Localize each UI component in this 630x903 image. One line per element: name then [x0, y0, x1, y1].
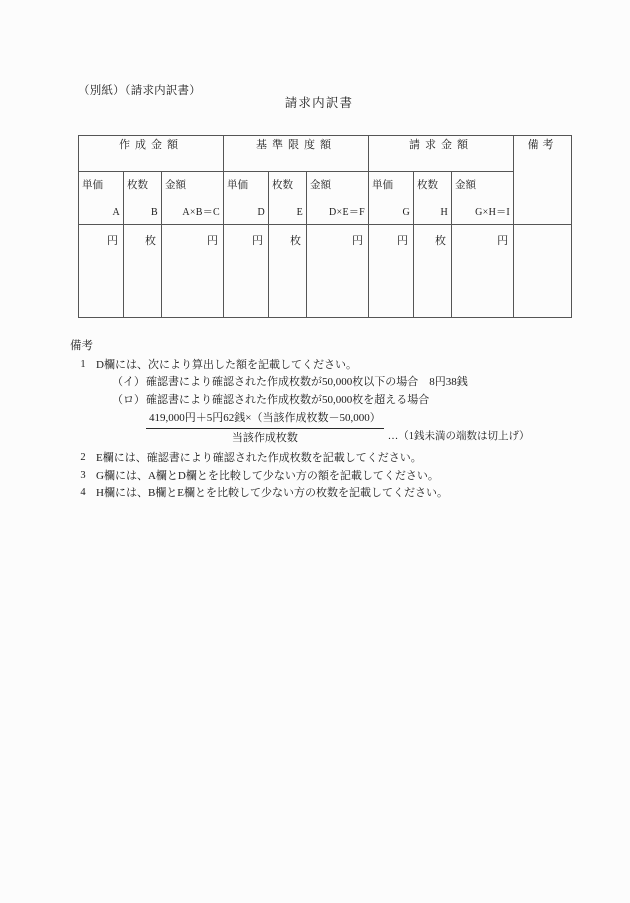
subheader-label: 単価: [82, 180, 103, 191]
notes-tail-group: [70, 450, 590, 502]
entry-unit-label: 枚: [145, 235, 156, 247]
entry-field-h[interactable]: [414, 225, 452, 318]
note-subitem-ro: [112, 392, 590, 409]
table-subheader-row: [79, 172, 572, 225]
note-number: 4: [80, 487, 86, 499]
note-item-1: [70, 357, 590, 374]
subitem-marker: （ロ）: [112, 393, 145, 406]
note-item-4: [70, 485, 590, 502]
entry-unit-label: 円: [107, 235, 118, 247]
subheader-code: A: [112, 207, 120, 218]
group-header-standard-limit: 基準限度額: [224, 136, 369, 172]
table-group-header-row: [79, 136, 572, 172]
note-number: 1: [80, 358, 86, 370]
subheader-label: 単価: [227, 180, 249, 191]
page-title: 請求内訳書: [284, 96, 354, 110]
subheader-label: 金額: [310, 180, 332, 191]
formula-numerator: 419,000円＋5円62銭×（当該作成枚数－50,000）: [146, 410, 384, 429]
entry-unit-label: 円: [497, 235, 509, 247]
subheader-sheets-b: [124, 172, 162, 225]
note-item-2: [70, 450, 590, 467]
note-number: 3: [80, 469, 86, 481]
subheader-code: H: [440, 207, 449, 218]
entry-unit-label: 円: [252, 235, 264, 247]
entry-field-b[interactable]: [124, 225, 162, 318]
group-header-creation-amount: 作成金額: [79, 136, 224, 172]
note-text: D欄には、次により算出した額を記載してください。: [96, 358, 357, 371]
table-entry-row: [79, 225, 572, 318]
subheader-code: B: [151, 207, 158, 218]
entry-unit-label: 枚: [290, 235, 302, 247]
entry-field-e[interactable]: [269, 225, 307, 318]
entry-unit-label: 枚: [435, 235, 447, 247]
subheader-amount-f: [307, 172, 369, 225]
subheader-unit-price-g: [369, 172, 414, 225]
subheader-code: E: [296, 207, 304, 218]
entry-unit-label: 円: [352, 235, 364, 247]
subheader-sheets-e: [269, 172, 307, 225]
subheader-code: G×H＝I: [475, 207, 511, 218]
subheader-amount-c: [162, 172, 224, 225]
subheader-label: 枚数: [127, 180, 148, 191]
entry-field-i[interactable]: [452, 225, 514, 318]
rate-formula: [146, 410, 590, 447]
subheader-label: 枚数: [272, 180, 294, 191]
note-text: E欄には、確認書により確認された作成枚数を記載してください。: [96, 452, 422, 465]
notes-title: 備考: [70, 340, 93, 352]
note-text: G欄には、A欄とD欄とを比較して少ない方の額を記載してください。: [96, 469, 439, 482]
subitem-marker: （イ）: [112, 376, 145, 389]
subheader-amount-i: [452, 172, 514, 225]
note-number: 2: [80, 452, 86, 464]
subheader-sheets-h: [414, 172, 452, 225]
entry-field-c[interactable]: [162, 225, 224, 318]
document-subtitle: （別紙）（請求内訳書）: [78, 85, 201, 97]
note-text: H欄には、B欄とE欄とを比較して少ない方の枚数を記載してください。: [96, 487, 448, 500]
subheader-code: G: [402, 207, 411, 218]
entry-field-f[interactable]: [307, 225, 369, 318]
subheader-code: D: [257, 207, 266, 218]
subitem-text: 確認書により確認された作成枚数が50,000枚以下の場合 8円38銭: [146, 376, 468, 389]
formula-fraction: [146, 410, 384, 447]
subheader-code: D×E＝F: [329, 207, 366, 218]
entry-unit-label: 円: [207, 235, 219, 247]
column-header-remarks: 備考: [514, 136, 572, 225]
subheader-unit-price-a: [79, 172, 124, 225]
entry-field-a[interactable]: [79, 225, 124, 318]
subheader-label: 枚数: [417, 180, 439, 191]
entry-field-g[interactable]: [369, 225, 414, 318]
formula-annotation: …（1銭未満の端数は切上げ）: [387, 430, 530, 442]
note-subitem-i: [112, 374, 590, 391]
entry-unit-label: 円: [397, 235, 409, 247]
formula-denominator: 当該作成枚数: [231, 432, 298, 444]
entry-field-remarks[interactable]: [514, 225, 572, 318]
notes-section: [70, 338, 590, 503]
subheader-label: 金額: [165, 180, 186, 191]
subitem-text: 確認書により確認された作成枚数が50,000枚を超える場合: [146, 393, 430, 406]
group-header-claim-amount: 請求金額: [369, 136, 514, 172]
subheader-label: 金額: [455, 180, 477, 191]
subheader-label: 単価: [372, 180, 394, 191]
subheader-unit-price-d: [224, 172, 269, 225]
entry-field-d[interactable]: [224, 225, 269, 318]
note-item-3: [70, 468, 590, 485]
invoice-breakdown-table: [78, 135, 572, 318]
subheader-code: A×B＝C: [182, 207, 221, 218]
